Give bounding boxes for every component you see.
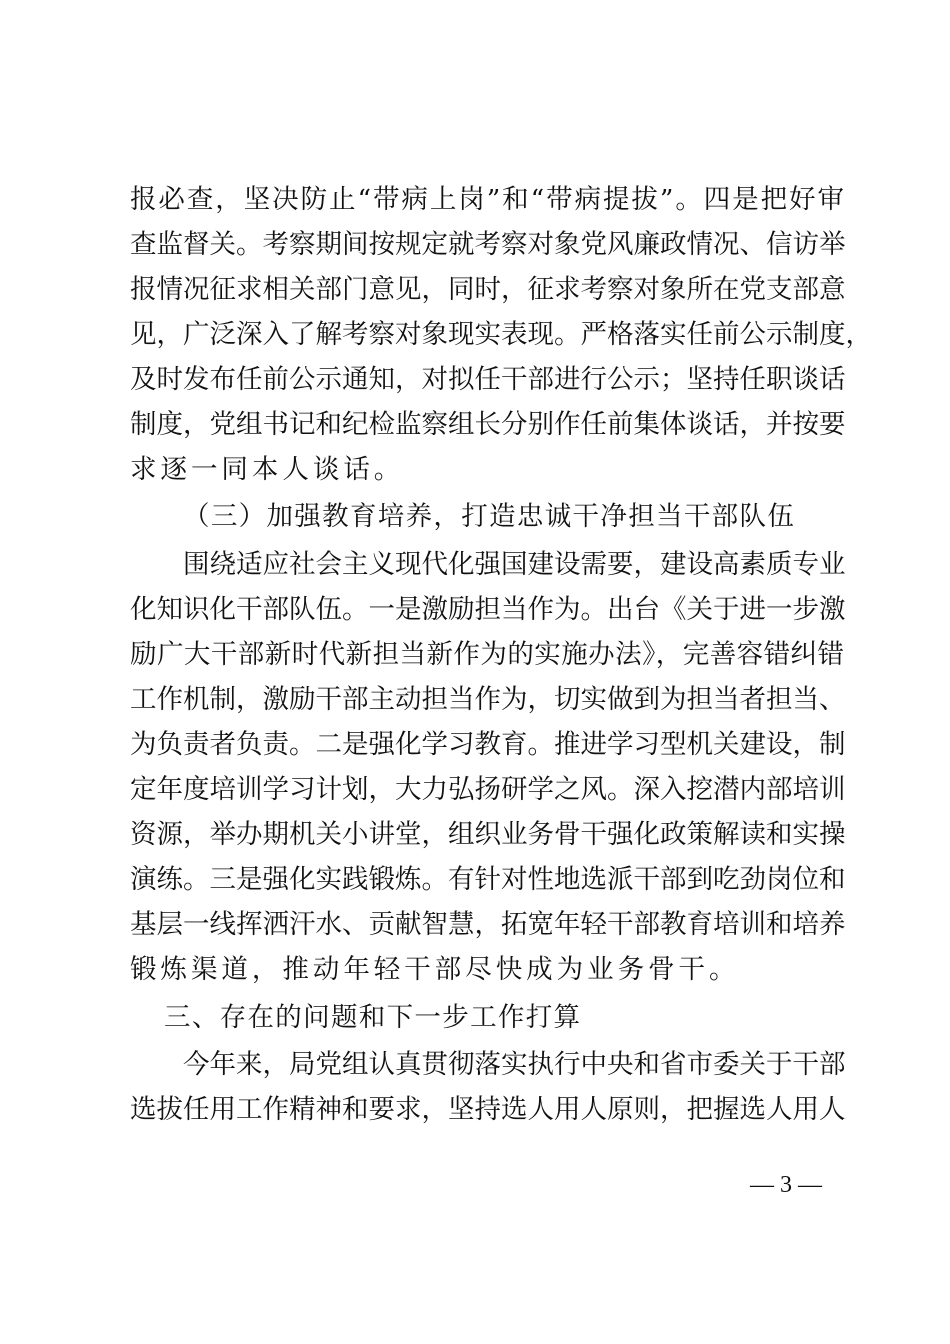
text-line: 锻炼渠道，推动年轻干部尽快成为业务骨干。	[130, 954, 740, 985]
text-line: 求逐一同本人谈话。	[130, 454, 405, 485]
text-line: 今年来，局党组认真贯彻落实执行中央和省市委关于干部	[183, 1049, 846, 1080]
text-line: 围绕适应社会主义现代化强国建设需要，建设高素质专业	[183, 549, 846, 580]
section-heading: 三、存在的问题和下一步工作打算	[164, 1002, 582, 1033]
section-subheading: （三）加强教育培养，打造忠诚干净担当干部队伍	[183, 501, 796, 532]
text-line: 为负责者负责。二是强化学习教育。推进学习型机关建设，制	[130, 729, 846, 760]
text-line: 选拔任用工作精神和要求，坚持选人用人原则，把握选人用人	[130, 1094, 846, 1125]
text-line: 见，广泛深入了解考察对象现实表现。严格落实任前公示制度，	[130, 319, 872, 350]
text-line: 报必查，坚决防止“带病上岗”和“带病提拔”。四是把好审	[130, 184, 844, 215]
text-line: 查监督关。考察期间按规定就考察对象党风廉政情况、信访举	[130, 229, 846, 260]
text-line: 及时发布任前公示通知，对拟任干部进行公示；坚持任职谈话	[130, 364, 846, 395]
text-line: 资源，举办期机关小讲堂，组织业务骨干强化政策解读和实操	[130, 819, 846, 850]
text-line: 基层一线挥洒汗水、贡献智慧，拓宽年轻干部教育培训和培养	[130, 909, 846, 940]
text-line: 工作机制，激励干部主动担当作为，切实做到为担当者担当、	[130, 684, 846, 715]
page-number: — 3 —	[750, 1172, 822, 1198]
text-line: 励广大干部新时代新担当新作为的实施办法》，完善容错纠错	[130, 639, 844, 670]
text-line: 演练。三是强化实践锻炼。有针对性地选派干部到吃劲岗位和	[130, 864, 846, 895]
text-line: 制度，党组书记和纪检监察组长分别作任前集体谈话，并按要	[130, 409, 846, 440]
text-line: 报情况征求相关部门意见，同时，征求考察对象所在党支部意	[130, 274, 846, 305]
text-line: 化知识化干部队伍。一是激励担当作为。出台《关于进一步激	[130, 594, 846, 625]
text-line: 定年度培训学习计划，大力弘扬研学之风。深入挖潜内部培训	[130, 774, 846, 805]
